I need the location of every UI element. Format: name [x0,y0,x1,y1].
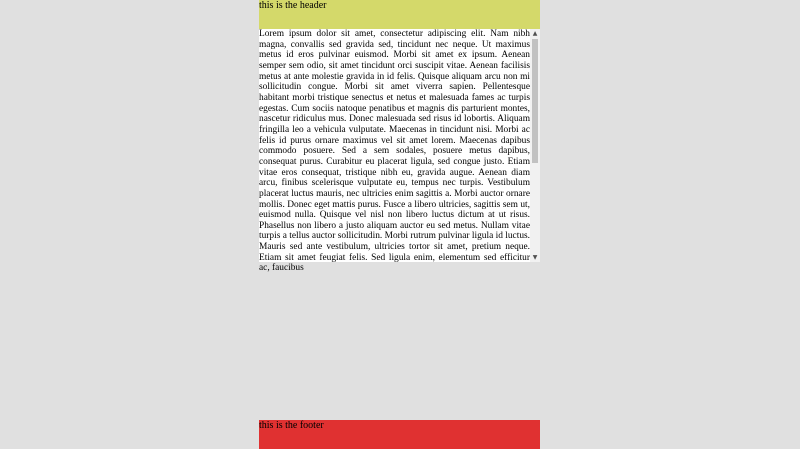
footer-text: this is the footer [259,420,324,431]
scroll-thumb[interactable] [532,39,538,163]
page-column [259,0,540,449]
header-text: this is the header [259,0,327,11]
scroll-down-arrow-icon[interactable]: ▼ [532,254,538,261]
lorem-paragraph: Lorem ipsum dolor sit amet, consectetur adipiscing elit. Nam nibh magna, convallis sed gravida sed, tincidunt nec neque. Ut maximus metus id eros pulvinar euismod. Morbi sit amet ex ipsum. Aenean semper sem odio, sit amet tincidunt orci suscipit vitae. Aenean facilisis metus at ante molestie gravida in id felis. Quisque aliquam arcu non mi sollicitudin congue. Morbi sit amet viverra sapien. Pellentesque habitant morbi tristique senectus et netus et malesuada fames ac turpis egestas. Cum sociis natoque penatibus et magnis dis parturient montes, nascetur ridiculus mus. Donec malesuada sed risus id lobortis. Aliquam fringilla leo a vehicula vulputate. Maecenas in tincidunt nisi. Morbi ac felis id purus ornare maximus vel sit amet lorem. Maecenas dapibus commodo posuere. Sed a sem sodales, posuere metus dapibus, consequat purus. Curabitur eu placerat ligula, sed congue justo. Etiam vitae eros consequat, tristique nibh eu, gravida augue. Aenean diam arcu, finibus scelerisque vulputate eu, tempus nec turpis. Vestibulum placerat luctus mauris, nec ultricies enim sagittis a. Morbi auctor ornare mollis. Donec eget mattis purus. Fusce a libero ultricies, sagittis sem ut, euismod nulla. Quisque vel nisl non libero luctus dictum at ut risus. Phasellus non libero a justo aliquam auctor eu sed metus. Nullam vitae turpis a tellus auctor sollicitudin. Morbi rutrum pulvinar ligula id luctus. Mauris sed ante vestibulum, ultricies tortor sit amet, pretium neque. Etiam sit amet feugiat felis. Sed ligula enim, elementum sed efficitur ac, faucibus [259,29,530,274]
scroll-up-arrow-icon[interactable]: ▲ [532,30,538,37]
page-header [259,0,540,29]
page-footer [259,420,540,449]
vertical-scrollbar[interactable] [530,29,540,262]
scrollable-content[interactable] [259,29,540,274]
